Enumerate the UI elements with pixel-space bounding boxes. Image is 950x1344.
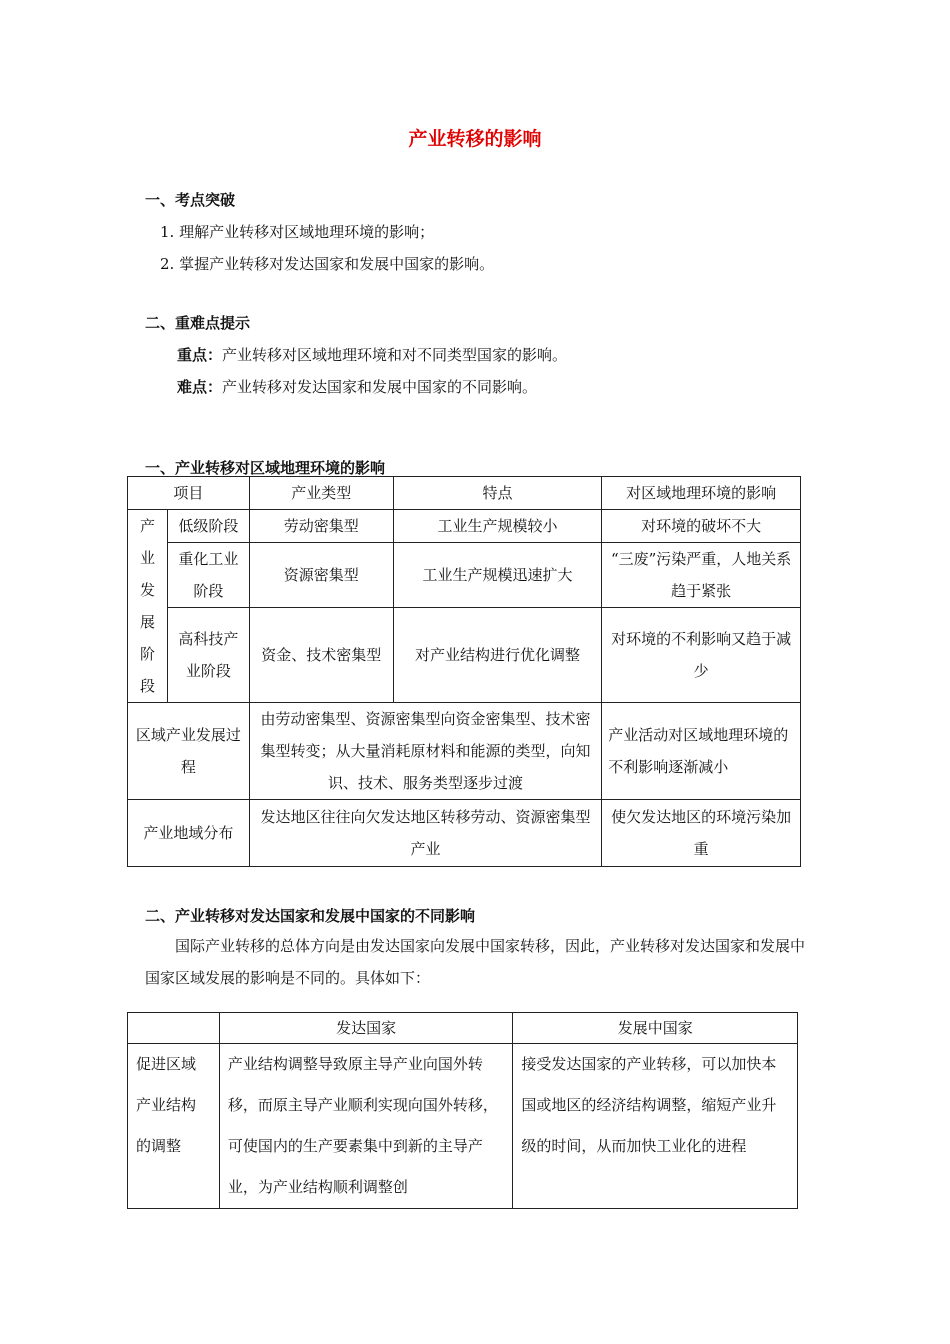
part2-heading: 二、产业转移对发达国家和发展中国家的不同影响 (145, 907, 476, 925)
header-impact: 对区域地理环境的影响 (602, 477, 801, 510)
difficult-label: 难点： (177, 378, 223, 396)
list-item: 2. 掌握产业转移对发达国家和发展中国家的影响。 (160, 255, 495, 273)
stage-cell: 高科技产业阶段 (167, 608, 249, 703)
country-impact-table (127, 1012, 798, 1209)
header-developed: 发达国家 (219, 1013, 513, 1044)
environment-impact-table (127, 476, 801, 867)
distribution-impact: 使欠发达地区的环境污染加重 (602, 800, 801, 867)
key-point-line (177, 344, 567, 365)
impact-cell: 对环境的破坏不大 (602, 510, 801, 543)
row-label: 促进区域产业结构的调整 (128, 1044, 220, 1209)
stage-cell: 低级阶段 (167, 510, 249, 543)
distribution-label: 产业地域分布 (128, 800, 250, 867)
process-label: 区域产业发展过程 (128, 703, 250, 800)
header-item: 项目 (128, 477, 250, 510)
distribution-text: 发达地区往往向欠发达地区转移劳动、资源密集型产业 (249, 800, 601, 867)
difficult-text: 产业转移对发达国家和发展中国家的不同影响。 (222, 378, 538, 396)
page-title: 产业转移的影响 (408, 128, 542, 150)
section-heading-key-points: 一、考点突破 (145, 191, 236, 209)
developing-text: 接受发达国家的产业转移，可以加快本国或地区的经济结构调整，缩短产业升级的时间，从而加快工业化的进程 (513, 1044, 798, 1209)
key-label: 重点： (177, 346, 223, 364)
process-text: 由劳动密集型、资源密集型向资金密集型、技术密集型转变；从大量消耗原材料和能源的类型，向知识、技术、服务类型逐步过渡 (249, 703, 601, 800)
impact-cell: “三废”污染严重，人地关系趋于紧张 (602, 543, 801, 608)
part1-heading: 一、产业转移对区域地理环境的影响 (145, 459, 386, 477)
process-impact: 产业活动对区域地理环境的不利影响逐渐减小 (602, 703, 801, 800)
type-cell: 资源密集型 (249, 543, 393, 608)
developed-text: 产业结构调整导致原主导产业向国外转移，而原主导产业顺利实现向国外转移，可使国内的生产要素集中到新的主导产业，为产业结构顺利调整创 (219, 1044, 513, 1209)
header-developing: 发展中国家 (513, 1013, 798, 1044)
stage-label: 产业发展阶段 (139, 517, 155, 695)
header-feature: 特点 (393, 477, 602, 510)
feature-cell: 对产业结构进行优化调整 (393, 608, 602, 703)
feature-cell: 工业生产规模迅速扩大 (393, 543, 602, 608)
type-cell: 劳动密集型 (249, 510, 393, 543)
impact-cell: 对环境的不利影响又趋于减少 (602, 608, 801, 703)
header-blank (128, 1013, 220, 1044)
stage-label-cell (128, 510, 168, 703)
part2-intro: 国际产业转移的总体方向是由发达国家向发展中国家转移，因此，产业转移对发达国家和发展中国家区域发展的影响是不同的。具体如下： (145, 937, 806, 987)
header-industry-type: 产业类型 (249, 477, 393, 510)
type-cell: 资金、技术密集型 (249, 608, 393, 703)
list-item: 1. 理解产业转移对区域地理环境的影响； (160, 223, 435, 241)
difficult-point-line (177, 376, 537, 397)
stage-cell: 重化工业阶段 (167, 543, 249, 608)
section-heading-difficulties: 二、重难点提示 (145, 314, 251, 332)
feature-cell: 工业生产规模较小 (393, 510, 602, 543)
key-text: 产业转移对区域地理环境和对不同类型国家的影响。 (222, 346, 568, 364)
